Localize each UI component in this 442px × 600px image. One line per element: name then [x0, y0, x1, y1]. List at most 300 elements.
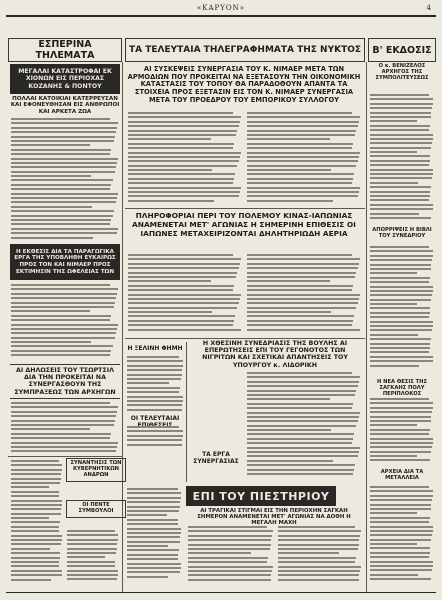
text-line — [11, 179, 113, 181]
text-line — [370, 312, 430, 314]
text-line — [11, 319, 110, 321]
subhead-lower-left-a: ΣΥΝΑΝΤΗΣΙΣ ΤΩΝ ΚΥΒΕΡΝΗΤΙΚΩΝ ΑΝΔΡΩΝ — [66, 458, 126, 482]
text-line — [370, 486, 429, 488]
text-line — [11, 310, 90, 312]
text-line — [247, 143, 353, 145]
text-line — [247, 385, 358, 387]
text-line — [127, 360, 183, 362]
subhead-center-c: ΤΑ ΕΡΓΑ ΣΥΝΕΡΓΑΣΙΑΣ — [193, 451, 239, 465]
text-line — [128, 143, 234, 145]
text-line — [67, 570, 118, 572]
text-line — [127, 439, 182, 441]
section-rule — [125, 208, 365, 209]
text-line — [67, 543, 117, 545]
text-line — [127, 558, 178, 560]
text-line — [67, 565, 115, 567]
text-line — [278, 526, 355, 528]
text-line — [11, 149, 111, 151]
text-line — [370, 356, 433, 358]
text-line — [188, 566, 273, 568]
text-line — [370, 338, 431, 340]
text-line — [247, 438, 353, 440]
subhead-left-top: ΠΟΛΛΑΙ ΚΑΤΟΙΚΙΑΙ ΚΑΤΕΡΡΕΥΣΑΝ ΚΑΙ ΕΦΟΝΕΥΘΗΣΑΝ ΕΙΣ ΑΝΘΡΩΠΟΙ ΚΑΙ ΑΡΚΕΤΑ ΖΩΑ — [10, 96, 120, 115]
text-line — [11, 140, 114, 142]
text-line — [127, 514, 167, 516]
headline-right-low2: ΑΡΧΕΙΑ ΔΙΑ ΤΑ ΜΕΤΑΛΛΕΙΑ — [380, 469, 424, 481]
text-line — [11, 565, 59, 567]
text-line — [11, 153, 110, 155]
text-line — [11, 513, 61, 515]
text-line — [370, 138, 433, 140]
text-line — [247, 178, 353, 180]
text-line — [11, 201, 116, 203]
text-line — [11, 415, 116, 417]
article-body — [11, 460, 63, 583]
text-line — [11, 341, 91, 343]
text-line — [11, 406, 118, 408]
text-line — [11, 324, 118, 326]
article-body — [128, 254, 242, 333]
text-line — [247, 381, 359, 383]
text-line — [127, 409, 182, 411]
subhead-center-b: ΟΙ ΤΕΛΕΥΤΑΙΑΙ — [130, 415, 180, 422]
article-body — [370, 246, 434, 369]
text-line — [127, 430, 183, 432]
text-line — [11, 332, 116, 334]
text-line — [11, 539, 62, 541]
text-line — [370, 191, 430, 193]
text-line — [127, 523, 178, 525]
text-line — [127, 426, 179, 428]
text-line — [127, 541, 180, 543]
article-body — [128, 112, 242, 204]
text-line — [128, 178, 234, 180]
article-body — [278, 526, 362, 583]
text-line — [247, 329, 360, 331]
text-line — [11, 446, 117, 448]
headline-bottom-center: ΕΠΙ ΤΟΥ ΠΙΕΣΤΗΡΙΟΥ — [186, 486, 336, 506]
text-line — [11, 517, 49, 519]
text-line — [247, 254, 352, 256]
text-line — [11, 175, 91, 177]
text-line — [188, 526, 267, 528]
text-line — [370, 556, 429, 558]
text-line — [370, 103, 433, 105]
text-line — [11, 166, 116, 168]
text-line — [128, 160, 239, 162]
text-line — [188, 552, 251, 554]
article-body — [247, 372, 361, 477]
text-line — [370, 94, 429, 96]
text-line — [370, 299, 431, 301]
text-line — [127, 506, 180, 508]
text-line — [370, 250, 433, 252]
text-line — [247, 160, 358, 162]
text-line — [11, 508, 61, 510]
article-body — [127, 356, 184, 413]
text-line — [128, 130, 237, 132]
text-line — [188, 539, 271, 541]
text-line — [11, 144, 90, 146]
text-line — [247, 460, 333, 462]
text-line — [128, 315, 235, 317]
article-body — [127, 488, 182, 580]
text-line — [247, 134, 355, 136]
article-body — [188, 526, 274, 583]
text-line — [370, 539, 431, 541]
text-line — [278, 539, 359, 541]
text-line — [128, 121, 240, 123]
text-line — [188, 530, 273, 532]
text-line — [11, 504, 62, 506]
text-line — [370, 411, 432, 413]
text-line — [11, 526, 59, 528]
text-line — [11, 306, 114, 308]
text-line — [370, 521, 429, 523]
text-line — [370, 347, 430, 349]
text-line — [127, 404, 182, 406]
text-line — [370, 402, 433, 404]
text-line — [370, 316, 429, 318]
article-body — [11, 284, 119, 359]
text-line — [11, 228, 118, 230]
text-line — [370, 246, 429, 248]
text-line — [128, 191, 240, 193]
text-line — [11, 495, 59, 497]
text-line — [127, 563, 181, 565]
text-line — [128, 173, 235, 175]
text-line — [247, 280, 330, 282]
text-line — [11, 424, 114, 426]
text-line — [247, 147, 352, 149]
text-line — [247, 285, 353, 287]
text-line — [11, 486, 49, 488]
text-line — [11, 530, 59, 532]
text-line — [127, 497, 181, 499]
text-line — [67, 534, 118, 536]
text-line — [247, 398, 330, 400]
text-line — [11, 420, 115, 422]
text-line — [188, 561, 267, 563]
headline-right-top: Ο κ. ΒΕΝΙΖΕΛΟΣ ΑΡΧΗΓΟΣ ΤΗΣ ΣΥΜΠΟΛΙΤΕΥΣΕΩΣ — [375, 63, 429, 81]
text-line — [370, 151, 417, 153]
text-line — [247, 447, 360, 449]
text-line — [247, 324, 352, 326]
text-line — [370, 177, 432, 179]
text-line — [11, 131, 116, 133]
text-line — [127, 369, 182, 371]
masthead-title: «ΚΑΡΥΟΝ» — [196, 4, 246, 12]
text-line — [247, 464, 355, 466]
text-line — [127, 528, 181, 530]
text-line — [11, 548, 50, 550]
text-line — [11, 297, 116, 299]
text-line — [127, 400, 183, 402]
text-line — [11, 460, 59, 462]
text-line — [127, 444, 182, 446]
text-line — [370, 451, 431, 453]
text-line — [128, 138, 211, 140]
text-line — [278, 544, 359, 546]
text-line — [128, 298, 240, 300]
text-line — [247, 390, 356, 392]
text-line — [247, 451, 359, 453]
text-line — [127, 391, 179, 393]
text-line — [127, 532, 181, 534]
text-line — [247, 195, 358, 197]
text-line — [247, 407, 352, 409]
text-line — [247, 272, 356, 274]
text-line — [67, 574, 118, 576]
text-line — [370, 182, 418, 184]
text-line — [128, 200, 214, 202]
text-line — [11, 184, 111, 186]
text-line — [128, 169, 212, 171]
text-line — [278, 574, 359, 576]
text-line — [247, 182, 352, 184]
article-body — [370, 398, 434, 464]
text-line — [370, 495, 433, 497]
headline-left-top: ΜΕΓΑΛΑΙ ΚΑΤΑΣΤΡΟΦΑΙ ΕΚ ΧΙΟΝΩΝ ΕΙΣ ΠΕΡΙΟΧΑΣ ΚΟΖΑΝΗΣ & ΠΟΝΤΟΥ — [10, 64, 120, 94]
text-line — [370, 277, 430, 279]
text-line — [127, 576, 168, 578]
text-line — [247, 394, 355, 396]
text-line — [247, 315, 354, 317]
text-line — [370, 259, 432, 261]
text-line — [370, 321, 433, 323]
text-line — [247, 372, 352, 374]
text-line — [370, 504, 431, 506]
text-line — [370, 526, 433, 528]
text-line — [247, 191, 359, 193]
article-body — [127, 426, 184, 448]
text-line — [247, 169, 331, 171]
text-line — [370, 429, 430, 431]
text-line — [128, 156, 240, 158]
text-line — [11, 302, 115, 304]
text-line — [370, 543, 417, 545]
text-line — [370, 534, 432, 536]
text-line — [370, 561, 433, 563]
text-line — [370, 499, 432, 501]
page-number: 4 — [426, 4, 432, 12]
text-line — [67, 548, 117, 550]
text-line — [247, 263, 359, 265]
text-line — [370, 365, 419, 367]
text-line — [128, 294, 241, 296]
text-line — [370, 569, 432, 571]
headline-center-mid: ΠΛΗΡΟΦΟΡΙΑΙ ΠΕΡΙ ΤΟΥ ΠΟΛΕΜΟΥ ΚΙΝΑΣ-ΙΑΠΩΝΙΑΣ ΑΝΑΜΕΝΕΤΑΙ ΜΕΤ' ΑΓΩΝΙΑΣ Η ΣΗΜΕΡΙΝΗ ΕΠΙΘΕΣΙΣ ΟΙ ΙΑΠΩΝΕΣ ΜΕΤΑΧΕΙΡΙΖΟΝΤΑΙ ΔΗΛΗΤΗΡΙΩΔΗ ΑΕΡΙΑ — [132, 211, 356, 238]
text-line — [370, 446, 432, 448]
text-line — [370, 281, 429, 283]
text-line — [128, 272, 237, 274]
text-line — [370, 173, 433, 175]
text-line — [370, 578, 431, 580]
text-line — [370, 195, 430, 197]
text-line — [11, 223, 110, 225]
text-line — [370, 147, 431, 149]
text-line — [11, 442, 118, 444]
text-line — [278, 552, 339, 554]
text-line — [247, 116, 360, 118]
text-line — [370, 169, 433, 171]
text-line — [370, 286, 433, 288]
text-line — [370, 186, 431, 188]
text-line — [278, 535, 360, 537]
column-rule — [186, 342, 187, 482]
text-line — [188, 579, 271, 581]
text-line — [247, 473, 353, 475]
article-body — [11, 402, 119, 455]
text-line — [127, 365, 183, 367]
text-line — [127, 519, 178, 521]
text-line — [11, 288, 118, 290]
text-line — [247, 412, 360, 414]
text-line — [128, 302, 239, 304]
text-line — [370, 459, 430, 461]
text-line — [247, 200, 333, 202]
text-line — [11, 543, 61, 545]
text-line — [278, 548, 358, 550]
text-line — [11, 469, 62, 471]
text-line — [67, 561, 115, 563]
text-line — [188, 544, 271, 546]
text-line — [370, 565, 433, 567]
text-line — [127, 554, 178, 556]
text-line — [11, 337, 115, 339]
text-line — [247, 112, 352, 114]
text-line — [370, 416, 431, 418]
text-line — [247, 429, 331, 431]
text-line — [127, 571, 180, 573]
text-line — [278, 530, 361, 532]
text-line — [11, 237, 93, 239]
headline-center-low: Η ΧΘΕΣΙΝΗ ΣΥΝΕΔΡΙΑΣΙΣ ΤΗΣ ΒΟΥΛΗΣ ΑΙ ΕΠΕΡΩΤΗΣΕΙΣ ΕΠΙ ΤΟΥ ΓΕΓΟΝΟΤΟΣ ΤΩΝ ΝΙΓΡΙΤΩΝ ΚΑΙ ΣΧΕΤΙΚΑΙ ΑΠΑΝΤΗΣΕΙΣ ΤΟΥ ΥΠΟΥΡΓΟΥ κ. ΛΙΔΟΡΙΚΗ — [202, 340, 348, 369]
text-line — [370, 255, 433, 257]
text-line — [11, 219, 111, 221]
text-line — [370, 264, 431, 266]
text-line — [11, 171, 115, 173]
text-line — [128, 263, 240, 265]
article-body — [370, 94, 434, 221]
text-line — [11, 188, 110, 190]
top-rule — [6, 15, 436, 17]
text-line — [370, 490, 433, 492]
text-line — [278, 561, 355, 563]
text-line — [370, 155, 430, 157]
text-line — [188, 570, 272, 572]
text-line — [127, 545, 168, 547]
text-line — [11, 433, 111, 435]
subhead-bottom-center: ΑΙ ΤΡΑΓΙΚΑΙ ΣΤΙΓΜΑΙ ΕΙΣ ΤΗΝ ΠΕΡΙΟΧΗΝ ΣΑΓΚΑΗ ΣΗΜΕΡΟΝ ΑΝΑΜΕΝΕΤΑΙ ΜΕΤ' ΑΓΩΝΙΑΣ ΝΑ ΔΟΘΗ Η ΜΕΓΑΛΗ ΜΑΧΗ — [197, 508, 351, 527]
text-line — [11, 473, 61, 475]
text-line — [370, 420, 431, 422]
text-line — [247, 376, 360, 378]
text-line — [128, 307, 237, 309]
bottom-rule — [6, 592, 436, 593]
text-line — [370, 574, 418, 576]
article-body — [67, 530, 119, 583]
text-line — [370, 142, 432, 144]
text-line — [67, 539, 118, 541]
text-line — [128, 165, 237, 167]
text-line — [11, 127, 117, 129]
text-line — [370, 329, 432, 331]
text-line — [11, 354, 110, 356]
text-line — [247, 138, 330, 140]
text-line — [370, 208, 433, 210]
text-line — [11, 402, 110, 404]
text-line — [370, 325, 433, 327]
text-line — [11, 206, 92, 208]
text-line — [370, 272, 417, 274]
headline-left-low: ΑΙ ΔΗΛΩΣΕΙΣ ΤΟΥ ΤΣΩΡΤΣΙΛ ΔΙΑ ΤΗΝ ΠΡΟΚΕΙΤΑΙ ΝΑ ΣΥΝΕΡΓΑΣΘΟΥΝ ΤΗΣ ΣΥΜΠΡΑΞΕΩΣ ΤΩΝ ΑΡΧΗΓΩΝ — [10, 364, 120, 399]
text-line — [11, 210, 114, 212]
text-line — [370, 120, 417, 122]
text-line — [128, 116, 241, 118]
text-line — [127, 396, 183, 398]
text-line — [247, 121, 359, 123]
text-line — [247, 320, 353, 322]
headline-right-mid: ΑΠΟΡΡΙΨΕΙΣ Η ΒΙΒΛΙ ΤΟΥ ΣΥΝΕΔΡΙΟΥ — [372, 227, 432, 239]
text-line — [247, 267, 358, 269]
text-line — [11, 215, 113, 217]
text-line — [370, 116, 431, 118]
text-line — [127, 549, 179, 551]
text-line — [67, 530, 115, 532]
banner-left: ΕΣΠΕΡΙΝΑ ΤΗΛΕΜΑΤΑ — [8, 38, 122, 62]
text-line — [188, 574, 271, 576]
text-line — [247, 469, 354, 471]
text-line — [370, 125, 430, 127]
banner-center: ΤΑ ΤΕΛΕΥΤΑΙΑ ΤΗΛΕΓΡΑΦΗΜΑΤΑ ΤΗΣ ΝΥΚΤΟΣ — [125, 38, 365, 62]
text-line — [247, 187, 360, 189]
text-line — [11, 450, 116, 452]
text-line — [127, 374, 182, 376]
text-line — [128, 195, 239, 197]
text-line — [127, 501, 180, 503]
text-line — [127, 435, 183, 437]
subhead-lower-left-b: ΟΙ ΠΕΝΤΕ ΣΥΜΒΟΥΛΟΙ — [66, 500, 126, 518]
text-line — [370, 129, 429, 131]
text-line — [370, 552, 430, 554]
text-line — [247, 276, 355, 278]
text-line — [127, 387, 180, 389]
article-body — [370, 486, 434, 583]
text-line — [370, 213, 419, 215]
text-line — [247, 258, 360, 260]
text-line — [11, 500, 62, 502]
text-line — [370, 530, 433, 532]
article-body — [247, 254, 361, 333]
text-line — [128, 147, 233, 149]
text-line — [370, 199, 429, 201]
text-line — [188, 535, 272, 537]
text-line — [370, 433, 429, 435]
text-line — [127, 378, 181, 380]
text-line — [11, 345, 113, 347]
text-line — [247, 298, 359, 300]
text-line — [370, 160, 430, 162]
text-line — [370, 164, 429, 166]
text-line — [11, 193, 118, 195]
text-line — [11, 122, 118, 124]
text-line — [128, 311, 212, 313]
text-line — [11, 574, 62, 576]
text-line — [11, 561, 59, 563]
text-line — [370, 424, 417, 426]
text-line — [127, 488, 178, 490]
